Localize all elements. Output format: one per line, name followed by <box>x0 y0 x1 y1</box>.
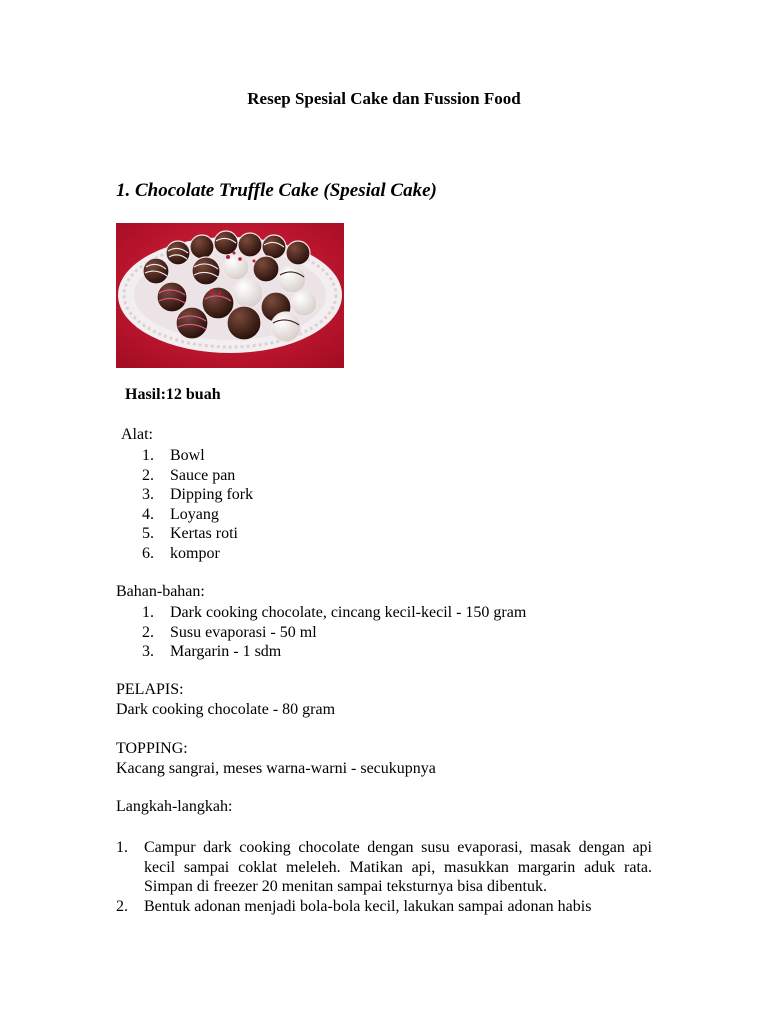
steps-label: Langkah-langkah: <box>116 798 233 815</box>
document-title: Resep Spesial Cake dan Fussion Food <box>247 89 521 108</box>
list-item: 1. Campur dark cooking chocolate dengan susu evaporasi, masak dengan api kecil sampai coklat meleleh. Matikan api, masukkan margarin aduk rata. Simpan di freezer 20 menitan sampai teksturnya bisa dibentuk. <box>116 839 652 896</box>
topping-label: TOPPING: <box>116 740 188 757</box>
recipe-title: 1. Chocolate Truffle Cake (Spesial Cake) <box>116 180 437 201</box>
list-item: 2. Bentuk adonan menjadi bola-bola kecil, lakukan sampai adonan habis <box>116 897 592 915</box>
tools-label: Alat: <box>121 426 153 443</box>
recipe-photo <box>116 223 344 368</box>
coating-label: PELAPIS: <box>116 681 184 698</box>
topping-text: Kacang sangrai, meses warna-warni - secukupnya <box>116 760 436 777</box>
recipe-yield: Hasil:12 buah <box>125 386 221 403</box>
ingredients-label: Bahan-bahan: <box>116 583 205 600</box>
steps-list <box>116 838 652 916</box>
coating-text: Dark cooking chocolate - 80 gram <box>116 701 336 718</box>
